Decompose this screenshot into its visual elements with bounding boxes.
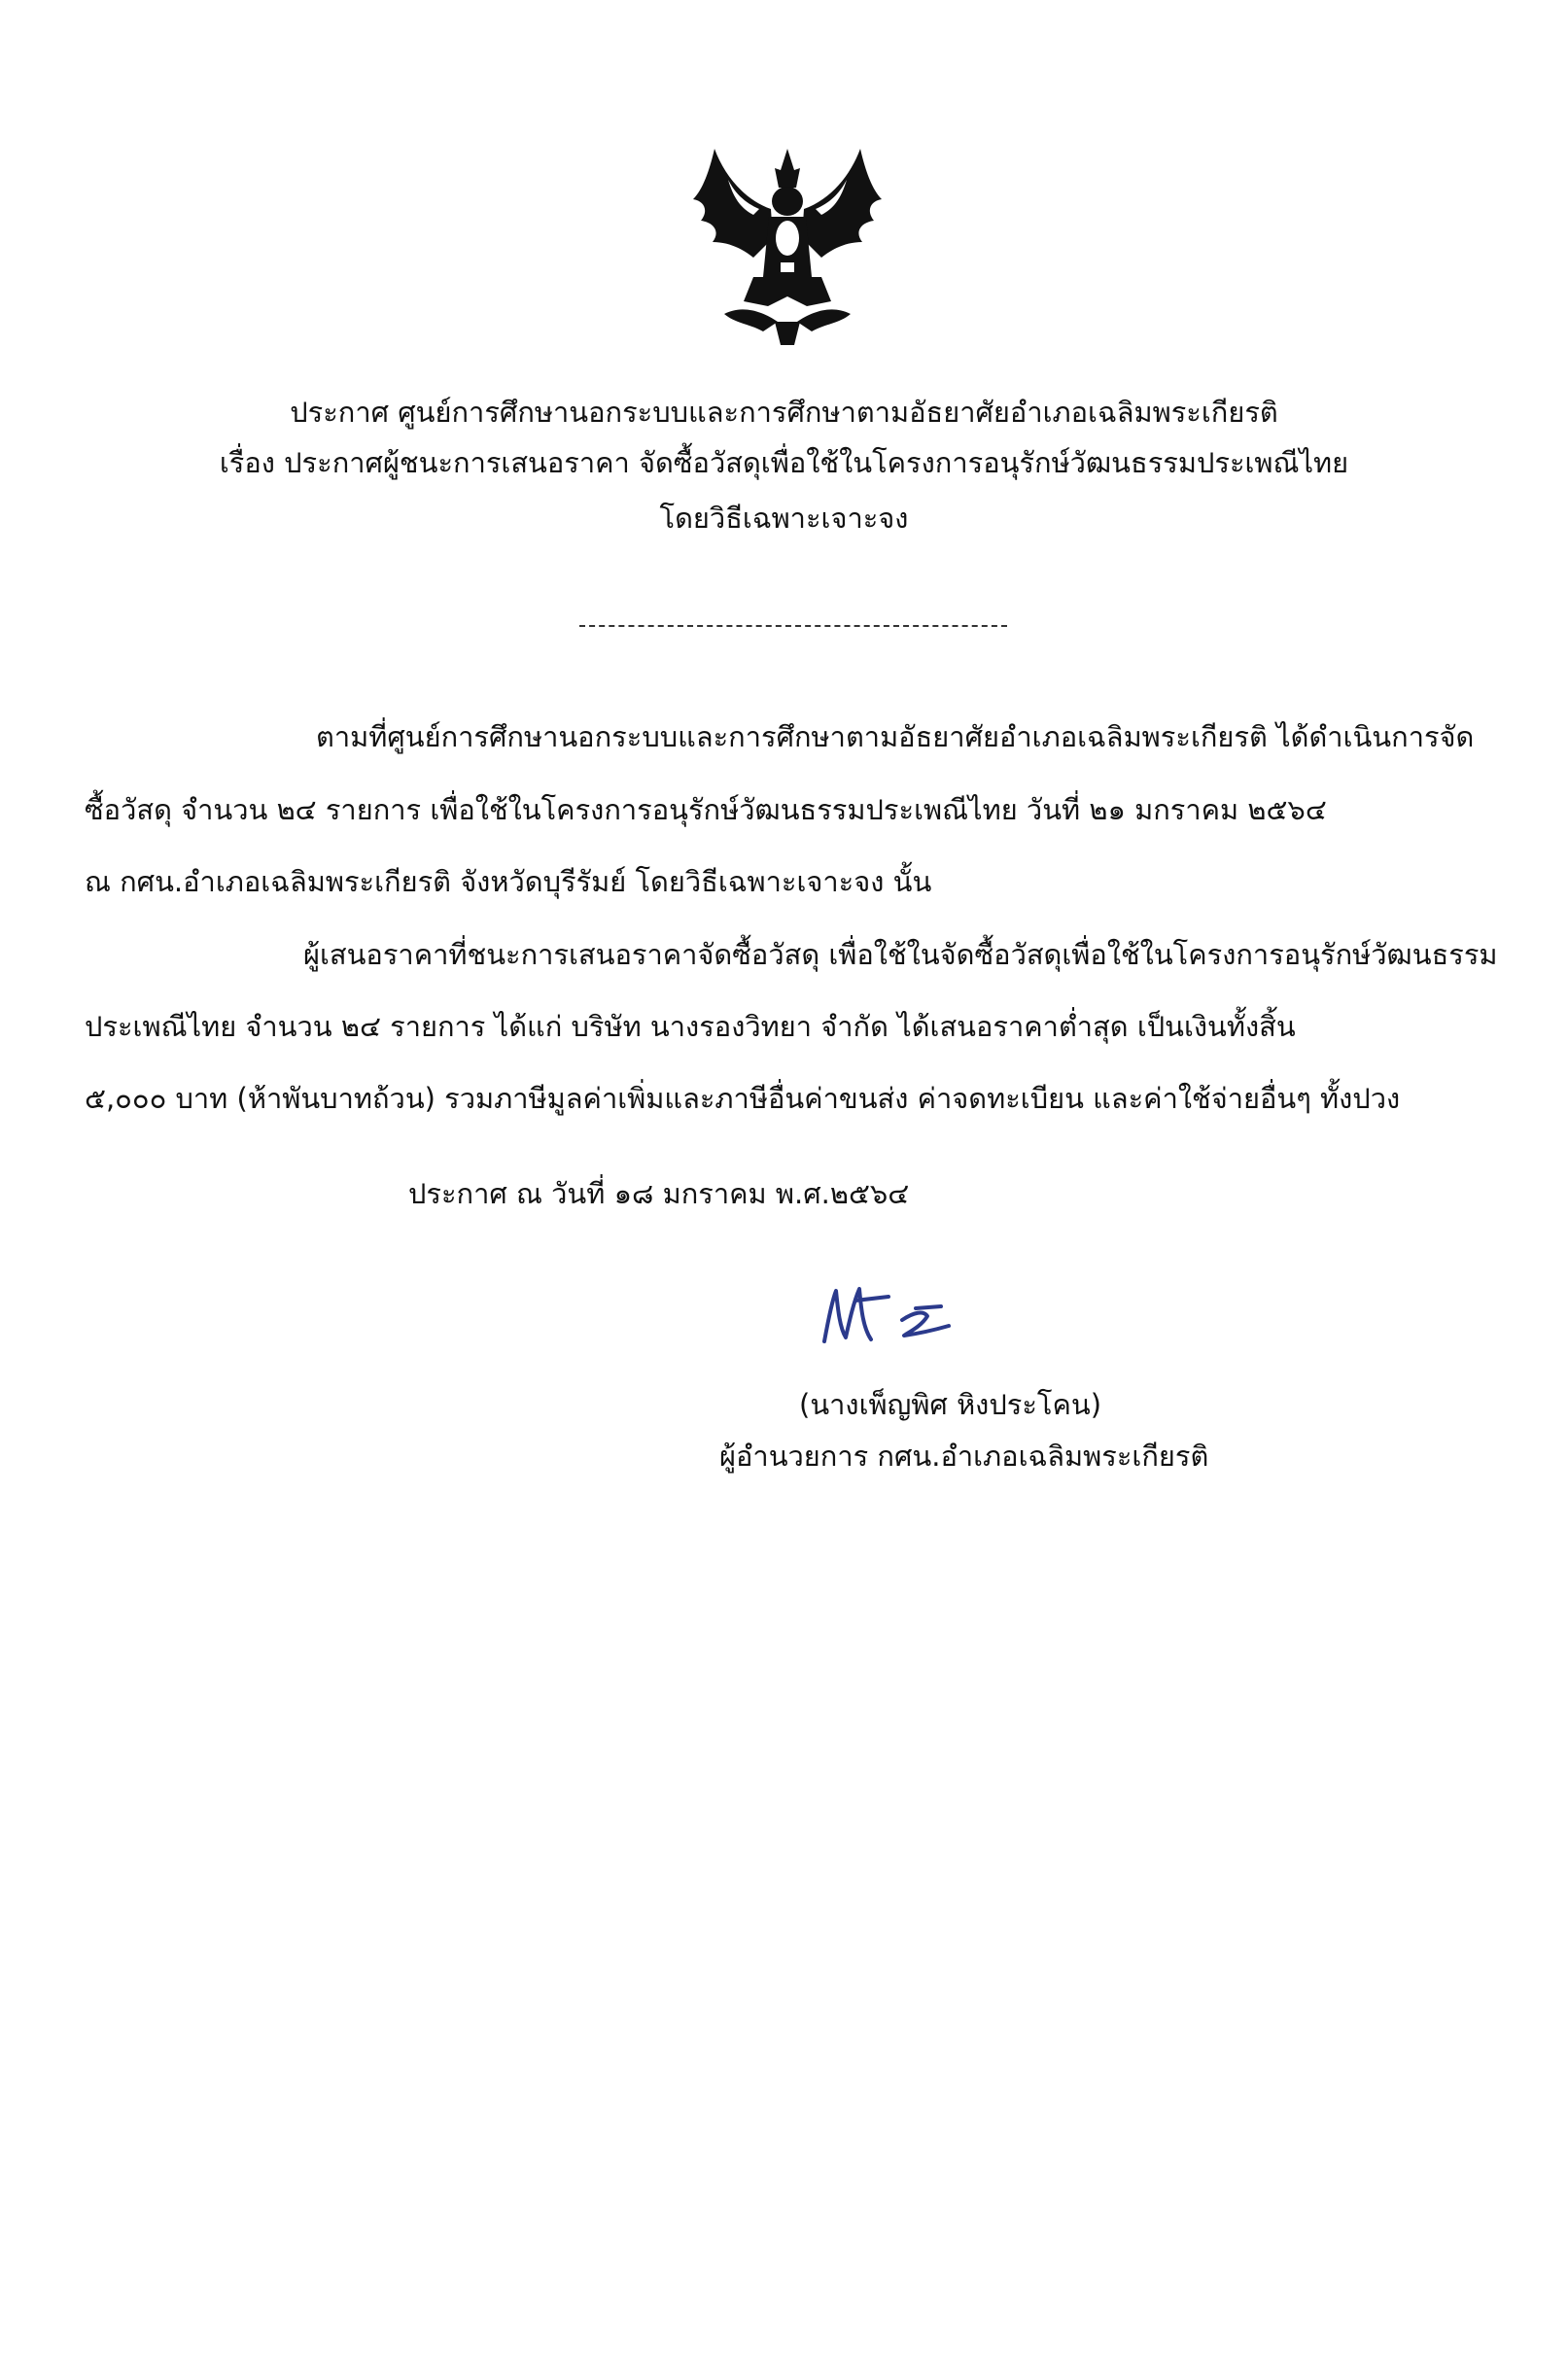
announce-date: ประกาศ ณ วันที่ ๑๘ มกราคม พ.ศ.๒๕๖๔ <box>408 1177 910 1210</box>
garuda-emblem-icon <box>685 141 889 350</box>
dashed-divider <box>579 625 1007 627</box>
paragraph2-line1: ผู้เสนอราคาที่ชนะการเสนอราคาจัดซื้อวัสดุ เพื่อใช้ในจัดซื้อวัสดุเพื่อใช้ในโครงการอนุรักษ์วัฒนธรรม <box>303 938 1498 971</box>
paragraph1-line3: ณ กศน.อำเภอเฉลิมพระเกียรติ จังหวัดบุรีรัมย์ โดยวิธีเฉพาะเจาะจง นั้น <box>85 865 932 898</box>
paragraph1-line1: ตามที่ศูนย์การศึกษานอกระบบและการศึกษาตามอัธยาศัยอำเภอเฉลิมพระเกียรติ ได้ดำเนินการจัด <box>316 720 1475 753</box>
signatory-name: (นางเพ็ญพิศ หิงประโคน) <box>799 1388 1102 1421</box>
subject-line: เรื่อง ประกาศผู้ชนะการเสนอราคา จัดซื้อวัสดุเพื่อใช้ในโครงการอนุรักษ์วัฒนธรรมประเพณีไทย <box>219 446 1349 479</box>
announcement-heading: ประกาศ ศูนย์การศึกษานอกระบบและการศึกษาตามอัธยาศัยอำเภอเฉลิมพระเกียรติ <box>290 396 1278 429</box>
handwritten-signature <box>807 1281 1001 1354</box>
method-line: โดยวิธีเฉพาะเจาะจง <box>659 502 909 535</box>
paragraph2-line2: ประเพณีไทย จำนวน ๒๔ รายการ ได้แก่ บริษัท นางรองวิทยา จำกัด ได้เสนอราคาต่ำสุด เป็นเงินทั้งสิ้น <box>85 1010 1296 1043</box>
signatory-position: ผู้อำนวยการ กศน.อำเภอเฉลิมพระเกียรติ <box>719 1440 1209 1473</box>
paragraph1-line2: ซื้อวัสดุ จำนวน ๒๔ รายการ เพื่อใช้ในโครงการอนุรักษ์วัฒนธรรมประเพณีไทย วันที่ ๒๑ มกราคม ๒๕๖๔ <box>85 793 1327 826</box>
paragraph2-line3: ๕,๐๐๐ บาท (ห้าพันบาทถ้วน) รวมภาษีมูลค่าเพิ่มและภาษีอื่นค่าขนส่ง ค่าจดทะเบียน และค่าใช้จ่ายอื่นๆ ทั้งปวง <box>85 1082 1401 1115</box>
